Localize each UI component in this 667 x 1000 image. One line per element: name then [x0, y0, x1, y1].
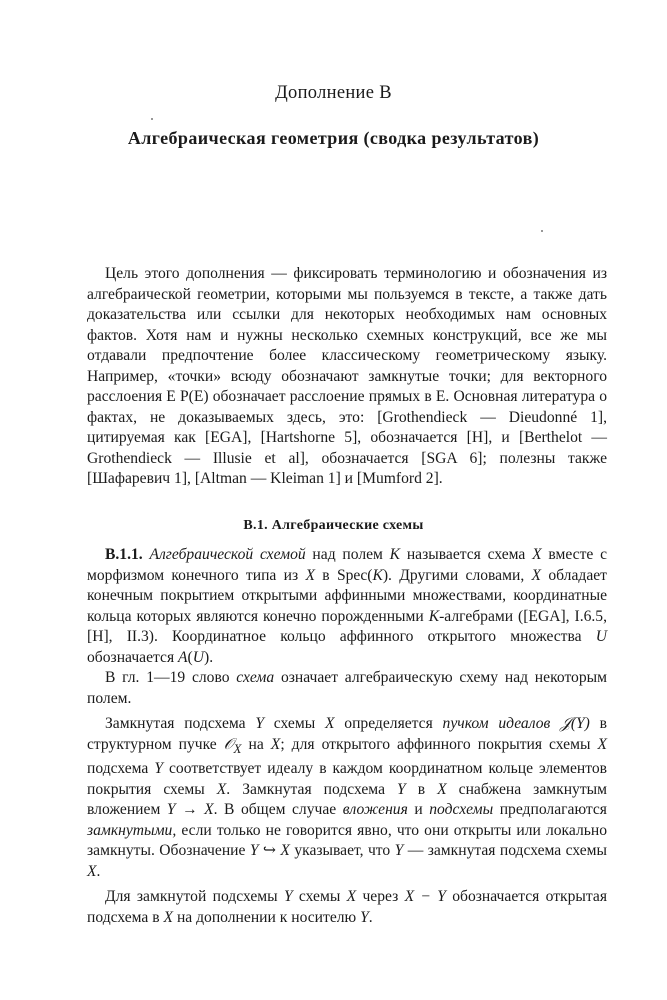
- math-symbol: U: [595, 628, 607, 645]
- math-symbol: X: [531, 566, 542, 584]
- text-run: и: [407, 801, 430, 819]
- math-symbol: U: [192, 648, 205, 666]
- text-run: обладает конечным покрытием открытыми аффинными множествами, координатные кольца которых являются конечно порожденными: [87, 566, 607, 625]
- scan-speck: [541, 230, 543, 232]
- math-symbol: Y: [360, 908, 369, 926]
- math-expression: Y → X: [166, 801, 214, 819]
- text-run: Замкнутая подсхема: [105, 715, 256, 732]
- math-expression: Y ↪ X: [249, 842, 290, 860]
- text-run: . Замкнутая подсхема: [226, 780, 398, 798]
- defined-term: вложения: [342, 801, 408, 819]
- text-run: -алгебрами ([EGA], I.6.5, [H], II.3). Координатное кольцо аффинного открытого множества: [87, 607, 607, 645]
- paragraph-b-1-1: [87, 545, 607, 668]
- section-body: [87, 545, 607, 928]
- math-symbol: X: [216, 780, 227, 798]
- defined-term: замкнутыми,: [87, 821, 177, 839]
- defined-term: подсхемы: [429, 801, 494, 819]
- text-run: обозначается открытая подсхема в: [87, 888, 607, 926]
- text-run: .: [368, 908, 373, 926]
- paragraph-number: B.1.1.: [105, 546, 143, 563]
- text-run: . В общем случае: [213, 801, 343, 819]
- math-symbol: A: [178, 648, 188, 666]
- intro-paragraph: Цель этого дополнения — фиксировать терминологию и обозначения из алгебраической геометрии, которыми мы пользуемся в тексте, а также дать доказательства или ссылки для некоторых необходимых нам основных фактов. Хотя нам и нужны несколько схемных конструкций, все же мы отдавали предпочтение более классическому геометрическому языку. Например, «точки» всюду обозначают замкнутые точки; для векторного расслоения E P(E) обозначает расслоение прямых в E. Основная литература о фактах, не доказываемых здесь, это: [Grothendieck — Dieudonné 1], цитируемая как [EGA], [Hartshorne 5], обозначается [H], и [Berthelot — Grothendieck — Illusie et al], обозначается [SGA 6]; полезны также [Шафаревич 1], [Altman — Kleiman 1] и [Mumford 2].: [87, 265, 607, 487]
- paragraph-scheme-convention: [87, 668, 607, 709]
- intro-section: [87, 264, 607, 490]
- math-symbol: Y: [397, 780, 406, 798]
- text-run: ; для открытого аффинного покрытия схемы: [280, 735, 598, 753]
- math-symbol: X: [163, 908, 174, 926]
- text-run: предполагаются: [493, 801, 607, 819]
- math-symbol: K: [389, 546, 401, 563]
- text-run: ). Другими словами,: [382, 566, 532, 584]
- math-symbol: X: [324, 715, 335, 732]
- text-run: ).: [204, 648, 214, 666]
- text-run: на: [241, 735, 271, 753]
- math-symbol: Y: [154, 760, 164, 778]
- text-run: над полем: [305, 546, 390, 563]
- defined-term: Алгебраической схемой: [149, 546, 306, 563]
- appendix-label: Дополнение B: [275, 83, 392, 103]
- scan-speck: [151, 118, 153, 120]
- math-symbol: X: [87, 862, 97, 880]
- math-symbol: K: [372, 566, 383, 584]
- text-run: (: [187, 648, 193, 666]
- math-symbol: Y: [394, 842, 404, 860]
- text-run: В гл. 1—19 слово: [105, 669, 237, 686]
- text-run: схемы: [292, 888, 347, 906]
- text-run: в: [405, 780, 438, 798]
- math-symbol: Y: [255, 715, 265, 732]
- text-run: обозначается: [87, 648, 179, 666]
- section-heading: B.1. Алгебраические схемы: [243, 518, 424, 533]
- text-run: подсхема: [87, 760, 155, 778]
- text-run: снабжена замкнутым вложением: [87, 780, 607, 819]
- text-run: в Spec(: [314, 566, 373, 584]
- math-symbol: X: [270, 735, 281, 753]
- text-run: если только не говорится явно, что они открыты или локально замкнуты. Обозначение: [87, 821, 607, 860]
- defined-term: схема: [236, 669, 275, 686]
- text-run: схемы: [264, 715, 325, 732]
- math-symbol: 𝒪: [223, 735, 234, 753]
- text-run: в структурном пучке: [87, 715, 608, 753]
- text-run: на дополнении к носителю: [173, 908, 361, 926]
- math-symbol: X: [305, 566, 315, 584]
- text-run: называется схема: [400, 546, 533, 563]
- text-run: .: [96, 862, 101, 880]
- math-symbol: X: [346, 888, 357, 906]
- defined-term: пучком идеалов: [442, 715, 551, 732]
- math-subscript: X: [233, 740, 242, 756]
- appendix-title: Алгебраическая геометрия (сводка результатов): [127, 128, 540, 148]
- text-run: через: [356, 888, 405, 906]
- text-run: определяется: [334, 715, 443, 732]
- math-symbol: X: [532, 546, 542, 563]
- math-symbol: K: [428, 607, 440, 625]
- math-symbol: X: [437, 780, 447, 798]
- paragraph-open-complement: [87, 887, 607, 928]
- text-run: — замкнутая подсхема схемы: [403, 842, 608, 860]
- text-run: вместе с морфизмом конечного типа из: [87, 546, 607, 584]
- text-run: указывает, что: [289, 842, 395, 860]
- text-run: Для замкнутой подсхемы: [105, 888, 284, 906]
- math-symbol: X: [597, 735, 607, 753]
- text-run: означает алгебраическую схему над некоторым полем.: [87, 669, 607, 707]
- math-expression: X − Y: [404, 888, 446, 906]
- paragraph-closed-subscheme: [87, 714, 607, 882]
- text-run: соответствует идеалу в каждом координатном кольце элементов покрытия схемы: [87, 760, 607, 798]
- math-symbol: Y: [283, 888, 293, 906]
- math-symbol: 𝒥(Y): [550, 715, 590, 732]
